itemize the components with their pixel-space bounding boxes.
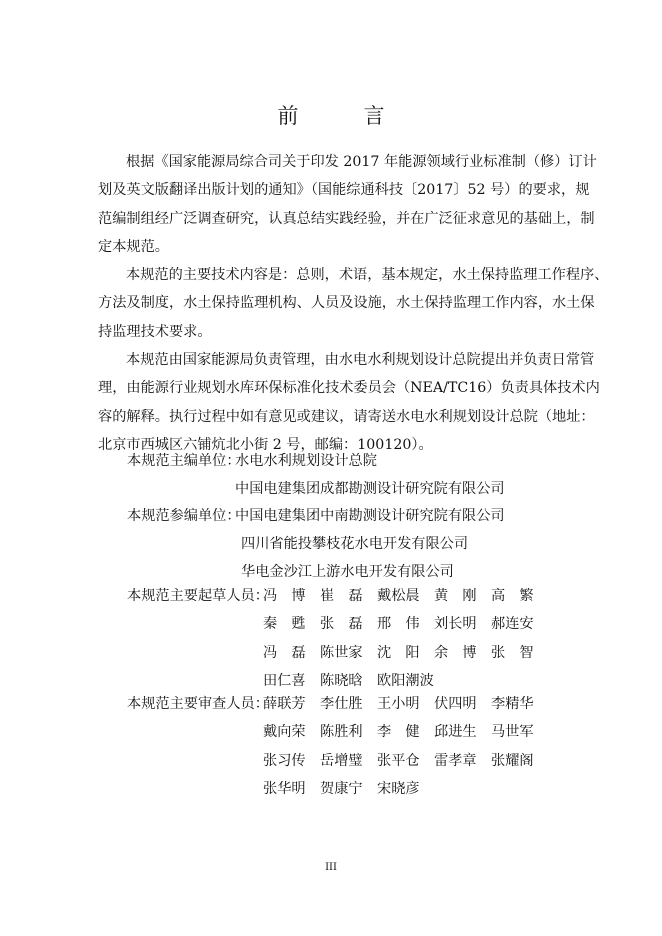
text-line: 北京市西城区六铺炕北小街 2 号，邮编：100120）。 <box>98 436 433 453</box>
person-name: 沈 阳 <box>377 644 420 661</box>
person-name: 张华明 <box>263 780 306 797</box>
person-name: 陈胜利 <box>320 724 363 741</box>
person-name: 陈世家 <box>320 644 363 661</box>
person-name: 张 磊 <box>320 616 363 633</box>
person-name: 陈晓晗 <box>320 672 363 689</box>
preface-body <box>98 148 609 459</box>
person-name: 张 智 <box>491 644 534 661</box>
person-name: 黄 刚 <box>434 588 477 604</box>
person-name: 郝连安 <box>491 616 534 633</box>
paragraph-3 <box>98 346 600 459</box>
text-line: 根据《国家能源局综合司关于印发 2017 年能源领域行业标准制（修）订计 <box>126 154 597 170</box>
person-name: 马世军 <box>491 724 534 741</box>
person-name: 伏四明 <box>434 696 477 712</box>
person-name: 田仁喜 <box>263 672 306 689</box>
person-name: 冯 博 <box>263 588 306 604</box>
chief-editor-label: 本规范主编单位： <box>127 453 241 469</box>
text-line: 持监理技术要求。 <box>98 323 212 340</box>
text-line: 范编制组经广泛调查研究，认真总结实践经验，并在广泛征求意见的基础上，制 <box>98 210 595 227</box>
name-row <box>263 747 548 775</box>
text-line: 本规范的主要技术内容是：总则，术语，基本规定，水土保持监理工作程序、 <box>126 267 609 284</box>
person-name: 戴松晨 <box>377 588 420 604</box>
text-line: 容的解释。执行过程中如有意见或建议，请寄送水电水利规划设计总院（地址： <box>98 408 595 425</box>
person-name: 宋晓彦 <box>377 780 420 797</box>
person-name: 张耀阁 <box>491 752 534 769</box>
reviewers-label: 本规范主要审查人员： <box>127 696 269 712</box>
person-name: 张平仓 <box>377 752 420 769</box>
text-line: 方法及制度，水土保持监理机构、人员及设施，水土保持监理工作内容，水土保 <box>98 295 595 312</box>
participating-section <box>127 502 567 588</box>
drafters-label: 本规范主要起草人员： <box>127 588 269 604</box>
person-name: 贺康宁 <box>320 780 363 797</box>
person-name: 邢 伟 <box>377 616 420 633</box>
paragraph-2 <box>98 261 609 346</box>
chief-editor-section <box>127 447 567 505</box>
text-line: 理，由能源行业规划水库环保标准化技术委员会（NEA/TC16）负责具体技术内 <box>98 380 600 397</box>
name-row <box>263 639 548 667</box>
page-title: 前 言 <box>277 104 407 128</box>
person-name: 李仕胜 <box>320 696 363 712</box>
person-name: 崔 磊 <box>320 588 363 604</box>
page-number: III <box>325 862 337 873</box>
participating-org: 华电金沙江上游水电开发有限公司 <box>241 564 454 580</box>
chief-editor-org: 水电水利规划设计总院 <box>235 453 377 469</box>
person-name: 邱进生 <box>434 724 477 741</box>
text-line: 划及英文版翻译出版计划的通知》（国能综通科技〔2017〕52 号）的要求，规 <box>98 182 590 199</box>
person-name: 薛联芳 <box>263 696 306 712</box>
reviewers-names <box>263 690 548 803</box>
person-name: 余 博 <box>434 644 477 661</box>
person-name: 秦 甦 <box>263 616 306 633</box>
person-name: 李 健 <box>377 724 420 741</box>
participating-label: 本规范参编单位： <box>127 508 241 524</box>
person-name: 高 繁 <box>491 588 534 604</box>
person-name: 张习传 <box>263 752 306 769</box>
paragraph-1 <box>98 148 597 261</box>
participating-org: 四川省能投攀枝花水电开发有限公司 <box>241 536 469 552</box>
name-row <box>263 775 548 803</box>
person-name: 李精华 <box>491 696 534 712</box>
text-line: 定本规范。 <box>98 238 169 255</box>
drafters-names <box>263 582 548 695</box>
text-line: 本规范由国家能源局负责管理，由水电水利规划设计总院提出并负责日常管 <box>126 352 595 369</box>
name-row <box>263 690 548 718</box>
name-row <box>263 610 548 638</box>
person-name: 冯 磊 <box>263 644 306 661</box>
person-name: 王小明 <box>377 696 420 712</box>
person-name: 欧阳潮波 <box>377 672 434 689</box>
person-name: 刘长明 <box>434 616 477 633</box>
participating-org: 中国电建集团中南勘测设计研究院有限公司 <box>235 508 505 524</box>
person-name: 岳增璧 <box>320 752 363 769</box>
person-name: 雷孝章 <box>434 752 477 769</box>
person-name: 戴向荣 <box>263 724 306 741</box>
name-row <box>263 718 548 746</box>
chief-editor-org: 中国电建集团成都勘测设计研究院有限公司 <box>235 481 505 497</box>
name-row <box>263 582 548 610</box>
